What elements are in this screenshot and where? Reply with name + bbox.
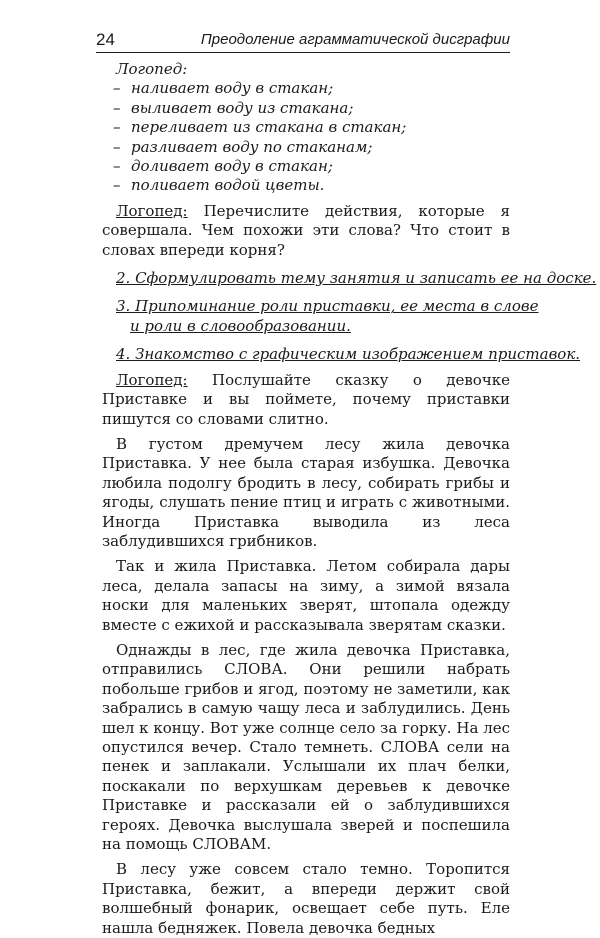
section-heading: 3. Припоминание роли приставки, ее места в слове и роли в словообразовании. bbox=[116, 297, 539, 335]
story-paragraph: В лесу уже совсем стало темно. Торопится Приставка, бежит, а впереди держит свой волшебный фонарик, освещает себе путь. Еле нашла бедняжек. Повела девочка бедных bbox=[102, 860, 510, 937]
story-paragraph: Однажды в лес, где жила девочка Приставка, отправились СЛОВА. Они решили набрать побольше грибов и ягод, поэтому не заметили, как забрались в самую чащу леса и заблудились. День шел к концу. Вот уже солнце село за горку. На лес опустился вечер. Стало темнеть. СЛОВА сели на пенек и заплакали. Услышали их плач белки, поскакали по верхушкам деревьев к девочке Приставке и рассказали ей о заблудившихся героях. Девочка выслушала зверей и поспешила на помощь СЛОВАМ. bbox=[102, 640, 510, 854]
page-number: 24 bbox=[96, 30, 115, 49]
dialogue-line: – разливает воду по стаканам; bbox=[113, 137, 373, 156]
section-heading: 2. Сформулировать тему занятия и записать ее на доске. bbox=[116, 269, 597, 288]
speaker-label: Логопед: bbox=[116, 201, 188, 220]
dialogue-block bbox=[102, 60, 510, 196]
dialogue-line: – выливает воду из стакана; bbox=[113, 98, 354, 117]
story-paragraph: В густом дремучем лесу жила девочка Приставка. У нее была старая избушка. Девочка любила подолгу бродить в лесу, собирать грибы и ягоды, слушать пение птиц и играть с животными. Иногда Приставка выводила из леса заблудившихся грибников. bbox=[102, 434, 510, 550]
paragraph: Логопед: Послушайте сказку о девочке Приставке и вы поймете, почему приставки пишутся со словами слитно. bbox=[102, 370, 510, 428]
section-heading: 4. Знакомство с графическим изображением приставок. bbox=[116, 345, 581, 364]
dialogue-line: – поливает водой цветы. bbox=[113, 176, 325, 195]
dialogue-line: – переливает из стакана в стакан; bbox=[113, 118, 407, 137]
running-title: Преодоление аграмматической дисграфии bbox=[200, 31, 510, 48]
paragraph: Логопед: Перечислите действия, которые я совершала. Чем похожи эти слова? Что стоит в словах впереди корня? bbox=[102, 201, 510, 259]
page-content bbox=[102, 60, 597, 938]
dialogue-line: – наливает воду в стакан; bbox=[113, 79, 334, 98]
dialogue-line: – доливает воду в стакан; bbox=[113, 157, 333, 176]
speaker-label: Логопед: bbox=[116, 370, 188, 389]
story-paragraph: Так и жила Приставка. Летом собирала дары леса, делала запасы на зиму, а зимой вязала носки для маленьких зверят, штопала одежду вместе с ежихой и рассказывала зверятам сказки. bbox=[102, 557, 510, 634]
page-header bbox=[96, 26, 510, 53]
dialogue-speaker: Логопед: bbox=[116, 60, 188, 78]
